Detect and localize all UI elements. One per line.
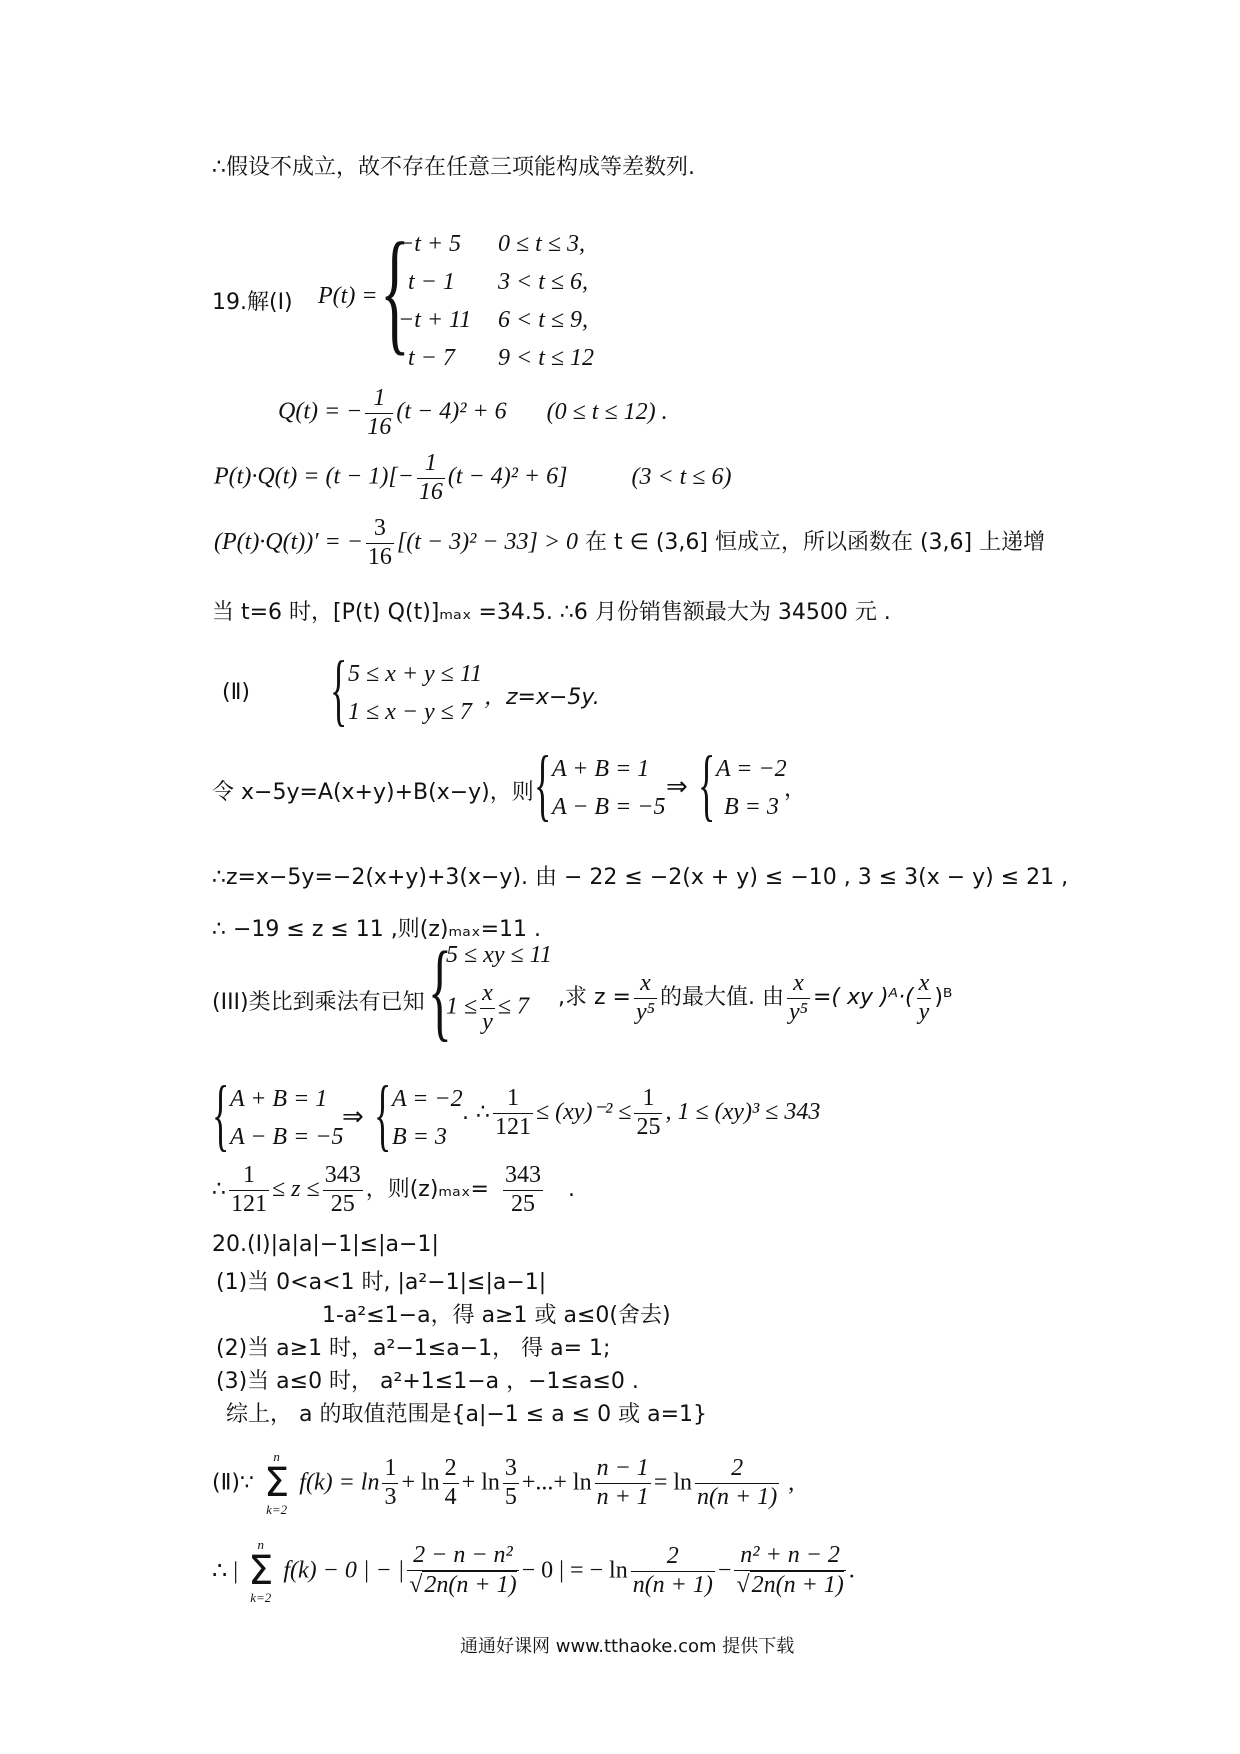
sys-brace-1: { <box>212 1071 230 1159</box>
sys-tail: . ∴ $\frac{1}{121}$ ≤ (xy)⁻² ≤ $\frac{1}{25}$ , 1 ≤ (xy)³ ≤ 343 <box>462 1085 821 1140</box>
q19-label: 19.解(Ⅰ) <box>212 290 293 315</box>
sys-brace-2: { <box>374 1071 392 1159</box>
max-line: 当 t=6 时，[P(t) Q(t)]ₘₐₓ =34.5. ∴6 月份销售额最大为 34500 元 . <box>212 600 891 625</box>
q20-case1: (1)当 0<a<1 时, |a²−1|≤|a−1| <box>216 1270 547 1295</box>
implies-arrow-1: ⇒ <box>666 772 688 801</box>
let-end: ， <box>784 777 807 802</box>
q20-case3: (3)当 a≤0 时， a²+1≤1−a ，−1≤a≤0 . <box>216 1369 639 1394</box>
part2-cases: 5 ≤ x + y ≤ 11 1 ≤ x − y ≤ 7 <box>348 661 483 725</box>
part3-case2: 1 ≤ $\frac{x}{y}$ ≤ 7 <box>446 980 529 1035</box>
let-line: 令 x−5y=A(x+y)+B(x−y)，则 <box>212 780 534 805</box>
p-definition: P(t) = <box>318 283 378 309</box>
part3-question: ,求 z = $\frac{x}{\text{y⁵}}$ 的最大值. 由 $\frac{x}{\text{y⁵}}$ =( xy )ᴬ·( $\frac{x}{y}$ )ᴮ <box>558 970 953 1025</box>
z-range: ∴ −19 ≤ z ≤ 11 ,则(z)ₘₐₓ=11 . <box>212 917 542 942</box>
let-brace-2: { <box>698 741 716 829</box>
sys-cases-2: A = −2 B = 3 <box>392 1086 463 1150</box>
let-cases-1: A + B = 1 A − B = −5 <box>552 756 666 820</box>
final-line: ∴ $\frac{1}{121}$ ≤ z ≤ $\frac{343}{25}$ ，则(z)ₘₐₓ= $\frac{343}{25}$ . <box>212 1162 575 1217</box>
q20-part2: (Ⅱ)∵ n Σ k=2 f(k) = ln $\frac{1}{3}$ + ln $\frac{2}{4}$ + ln $\frac{3}{5}$ +...+ ln $\frac{n - 1}{n + 1}$ = ln $\frac{2}{n(n + 1)}$ , <box>212 1449 795 1517</box>
sys-cases-1: A + B = 1 A − B = −5 <box>230 1086 344 1150</box>
part2-brace: { <box>330 646 348 734</box>
q20-head: 20.(Ⅰ)|a|a|−1|≤|a−1| <box>212 1232 439 1257</box>
part2-objective: ，z=x−5y. <box>484 685 600 710</box>
q20-case2: (2)当 a≥1 时，a²−1≤a−1， 得 a= 1; <box>216 1336 611 1361</box>
part3-intro: (III)类比到乘法有已知 <box>212 990 425 1015</box>
sum-symbol: n Σ k=2 <box>264 1449 290 1517</box>
derivative-line: (P(t)·Q(t))′ = − $\frac{3}{16}$ [(t − 3)² − 33] > 0 在 t ∈ (3,6] 恒成立，所以函数在 (3,6] 上递增 <box>214 515 1046 570</box>
implies-arrow-2: ⇒ <box>342 1102 364 1131</box>
p-cases: −t + 5 0 ≤ t ≤ 3, t − 1 3 < t ≤ 6, −t + 11 6 < t ≤ 9, t − 7 9 < t ≤ 12 <box>398 231 595 371</box>
let-cases-2: A = −2 B = 3 <box>716 756 787 820</box>
part2-label: (Ⅱ) <box>222 680 250 705</box>
q20-case1b: 1-a²≤1−a，得 a≥1 或 a≤0(舍去) <box>322 1303 671 1328</box>
part3-case1: 5 ≤ xy ≤ 11 <box>446 942 552 968</box>
pq-formula: P(t)·Q(t) = (t − 1)[− $\frac{1}{16}$ (t − 4)² + 6] (3 < t ≤ 6) <box>214 450 732 505</box>
p-brace: { <box>380 214 410 367</box>
q-formula: Q(t) = − $\frac{1}{16}$ (t − 4)² + 6 (0 ≤ t ≤ 12) . <box>278 385 668 440</box>
part3-brace: { <box>428 929 452 1051</box>
conclusion-line: ∴假设不成立，故不存在任意三项能构成等差数列. <box>212 155 695 180</box>
sum-symbol-2: n Σ k=2 <box>248 1537 274 1605</box>
z-line: ∴z=x−5y=−2(x+y)+3(x−y). 由 − 22 ≤ −2(x + y) ≤ −10 , 3 ≤ 3(x − y) ≤ 21 , <box>212 865 1069 890</box>
footer-text: 通通好课网 www.tthaoke.com 提供下载 <box>460 1636 795 1657</box>
q20-summary: 综上， a 的取值范围是{a|−1 ≤ a ≤ 0 或 a=1} <box>226 1402 708 1427</box>
q20-part3: ∴ | n Σ k=2 f(k) − 0 | − | $\frac{\text{2 − n − n²}}{√2n(n + 1)}$ − 0 | = − ln $\frac{2}{n(n + 1)}$ − $\frac{\text{n² + n − 2}}{√2n(n + 1)}$ . <box>212 1537 855 1605</box>
let-brace-1: { <box>534 741 552 829</box>
